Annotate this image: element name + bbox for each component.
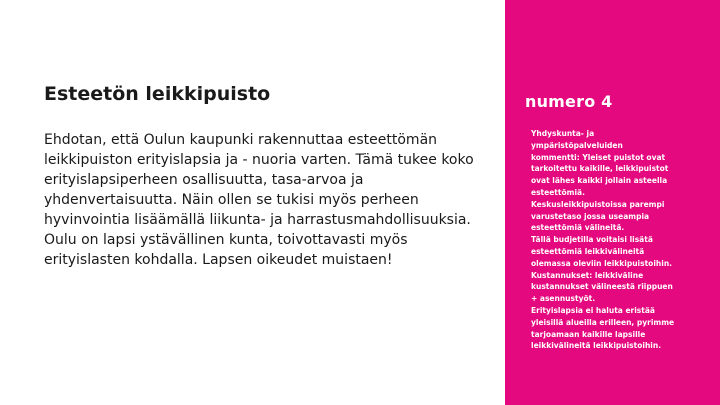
panel-line: + asennustyöt. — [531, 294, 596, 304]
panel-line: Keskusleikkipuistoissa parempi — [531, 199, 665, 209]
panel-line: Tällä budjetilla voitaisi lisätä — [531, 235, 653, 245]
panel-line: tarkoitettu kaikille, leikkipuistot — [531, 164, 669, 174]
panel-line: kustannukset välineestä riippuen — [531, 282, 673, 292]
comment-panel — [505, 0, 720, 405]
panel-heading: numero 4 — [525, 92, 613, 111]
panel-line: varustetaso jossa useampia — [531, 211, 650, 221]
slide-body-text: Ehdotan, että Oulun kaupunki rakennuttaa esteettömän leikkipuiston erityislapsia ja - nuoria varten. Tämä tukee koko erityislapsiperheen osallisuutta, tasa-arvoa ja yhdenvertaisuutta. Näin ollen se tukisi myös perheen hyvinvointia lisäämällä liikunta- ja harrastusmahdollisuuksia. Oulu on lapsi ystävällinen kunta, toivottavasti myös erityislasten kohdalla. Lapsen oikeudet muistaen! — [44, 132, 474, 268]
panel-line: Erityislapsia ei haluta eristää — [531, 305, 655, 315]
panel-line: ympäristöpalveluiden — [531, 140, 623, 150]
panel-line: esteettömiä. — [531, 187, 585, 197]
panel-line: Kustannukset: leikkiväline — [531, 270, 644, 280]
panel-comment-text — [531, 128, 706, 352]
panel-line: Yhdyskunta- ja — [531, 129, 595, 138]
panel-line: leikkivälineitä leikkipuistoihin. — [531, 341, 662, 351]
panel-line: kommentti: Yleiset puistot ovat — [531, 152, 666, 162]
panel-line: tarjoamaan kaikille lapsille — [531, 329, 646, 339]
panel-line: olemassa oleviin leikkipuistoihin. — [531, 258, 673, 268]
panel-line: ovat lähes kaikki jollain asteella — [531, 176, 668, 186]
slide-title: Esteetön leikkipuisto — [44, 83, 271, 105]
panel-line: esteettömiä välineitä. — [531, 223, 625, 233]
panel-line: yleisillä alueilla erilleen, pyrimme — [531, 317, 675, 327]
panel-line: esteettömiä leikkivälineitä — [531, 246, 645, 256]
